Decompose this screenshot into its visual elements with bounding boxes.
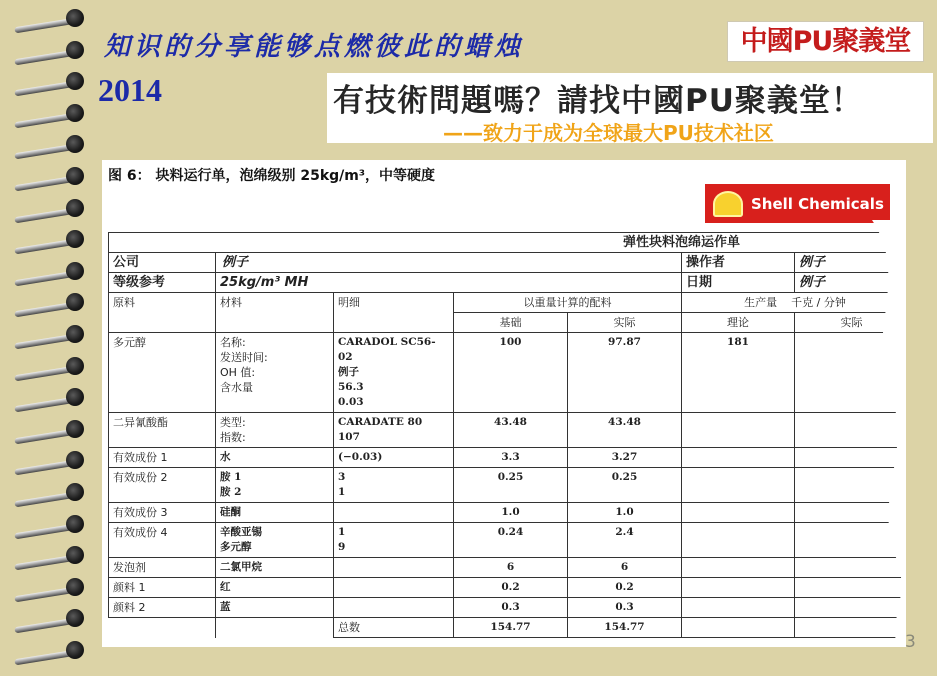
material-cell: [216, 558, 334, 578]
base-cell: 100: [454, 333, 568, 413]
col-actual-header: 实际: [568, 313, 682, 333]
detail-cell: [334, 558, 454, 578]
detail-line: 9: [338, 541, 346, 553]
actual-cell: 0.2: [568, 578, 682, 598]
material-line: 红: [220, 581, 231, 593]
material-line: 发送时间:: [220, 351, 268, 364]
table-row: [109, 468, 907, 503]
spiral-ring: [10, 69, 88, 93]
page-number: 3: [905, 632, 916, 652]
base-cell: 0.25: [454, 468, 568, 503]
production-label: 生产量: [744, 296, 778, 309]
table-row: [109, 558, 907, 578]
spiral-ring: [10, 638, 88, 662]
detail-line: [338, 580, 449, 595]
year-label: 2014: [98, 72, 162, 108]
theory-cell: [682, 523, 795, 558]
spiral-ring: [10, 543, 88, 567]
spiral-ring: [10, 101, 88, 125]
material-cell: [216, 578, 334, 598]
material-cell: [216, 413, 334, 448]
actual-cell: 97.87: [568, 333, 682, 413]
sheet-title: 弹性块料泡绵运作单: [109, 233, 907, 253]
spiral-ring: [10, 606, 88, 630]
material-cell: [216, 333, 334, 413]
material-line: 胺 2: [220, 486, 242, 498]
actual-cell: 1.0: [568, 503, 682, 523]
material-cell: [216, 523, 334, 558]
banner-main-text: 有技術問題嗎？請找中國PU聚義堂！: [333, 83, 863, 119]
col-base-header: 基础: [454, 313, 568, 333]
grade-value: 25kg/m³ MH: [216, 273, 682, 293]
company-value: 例子: [216, 253, 682, 273]
table-row: [109, 523, 907, 558]
detail-cell: [334, 333, 454, 413]
col-raw-header: 原料: [109, 293, 216, 333]
raw-cell: 有效成份 2: [109, 468, 216, 503]
theory-cell: [682, 468, 795, 503]
material-line: 多元醇: [220, 541, 252, 553]
run-sheet-table: [108, 232, 906, 638]
detail-cell: [334, 468, 454, 503]
spiral-ring: [10, 259, 88, 283]
spiral-ring: [10, 417, 88, 441]
operator-value: 例子: [795, 253, 907, 273]
material-cell: [216, 503, 334, 523]
material-line: 蓝: [220, 601, 231, 613]
detail-cell: [334, 413, 454, 448]
detail-line: 1: [338, 486, 346, 498]
raw-cell: 颜料 2: [109, 598, 216, 618]
material-line: 辛酸亚锡: [220, 526, 262, 538]
spiral-ring: [10, 354, 88, 378]
actual-cell: 2.4: [568, 523, 682, 558]
torn-edge: [872, 220, 906, 647]
base-cell: 0.2: [454, 578, 568, 598]
material-cell: [216, 448, 334, 468]
total-empty: [109, 618, 216, 638]
total-label: 总数: [334, 618, 454, 638]
spiral-ring: [10, 448, 88, 472]
document-image: [102, 160, 906, 647]
col-detail-header: 明细: [334, 293, 454, 333]
material-cell: [216, 598, 334, 618]
detail-line: 107: [338, 431, 360, 443]
operator-label: 操作者: [682, 253, 795, 273]
grade-label: 等级参考: [109, 273, 216, 293]
raw-cell: 多元醇: [109, 333, 216, 413]
pu-logo: 中國PU聚義堂: [727, 21, 924, 62]
date-value: 例子: [795, 273, 907, 293]
base-cell: 6: [454, 558, 568, 578]
detail-line: 3: [338, 471, 346, 483]
detail-cell: [334, 523, 454, 558]
spiral-ring: [10, 575, 88, 599]
banner: [327, 73, 933, 143]
detail-line: CARADATE 80: [338, 416, 423, 428]
material-line: 类型:: [220, 416, 246, 429]
base-cell: 1.0: [454, 503, 568, 523]
material-line: 二氯甲烷: [220, 561, 262, 573]
date-label: 日期: [682, 273, 795, 293]
detail-cell: [334, 448, 454, 468]
spiral-ring: [10, 132, 88, 156]
spiral-ring: [10, 290, 88, 314]
table-row: [109, 413, 907, 448]
actual-cell: 0.25: [568, 468, 682, 503]
material-cell: [216, 468, 334, 503]
col-formulation-header: 以重量计算的配料: [454, 293, 682, 313]
raw-cell: 有效成份 3: [109, 503, 216, 523]
detail-line: [338, 560, 449, 575]
shell-logo: [705, 184, 890, 223]
detail-line: (−0.03): [338, 451, 383, 463]
spiral-ring: [10, 385, 88, 409]
total-base: 154.77: [454, 618, 568, 638]
theory-cell: [682, 598, 795, 618]
col-material-header: 材料: [216, 293, 334, 333]
actual-cell: 43.48: [568, 413, 682, 448]
detail-line: [338, 600, 449, 615]
total-actual: 154.77: [568, 618, 682, 638]
material-line: 含水量: [220, 381, 253, 394]
base-cell: 3.3: [454, 448, 568, 468]
material-line: OH 值:: [220, 366, 256, 379]
page-headline: 知识的分享能够点燃彼此的蜡烛: [104, 32, 525, 62]
raw-cell: 发泡剂: [109, 558, 216, 578]
banner-sub-text: ——致力于成为全球最大PU技术社区: [443, 121, 774, 145]
table-row: [109, 578, 907, 598]
detail-line: 56.3: [338, 381, 364, 393]
spiral-ring: [10, 512, 88, 536]
spiral-ring: [10, 322, 88, 346]
actual-cell: 3.27: [568, 448, 682, 468]
theory-cell: [682, 413, 795, 448]
material-line: 硅酮: [220, 506, 241, 518]
theory-cell: [682, 558, 795, 578]
base-cell: 0.3: [454, 598, 568, 618]
theory-cell: [682, 503, 795, 523]
material-line: 水: [220, 451, 231, 463]
actual-cell: 0.3: [568, 598, 682, 618]
figure-title: 图 6： 块料运行单，泡绵级别 25kg/m³，中等硬度: [108, 168, 436, 184]
base-cell: 43.48: [454, 413, 568, 448]
detail-line: 例子: [338, 366, 359, 378]
theory-cell: 181: [682, 333, 795, 413]
detail-cell: [334, 598, 454, 618]
rate-label: 千克 / 分钟: [791, 296, 846, 309]
detail-line: 1: [338, 526, 346, 538]
col-actual2-header: 实际: [795, 313, 907, 333]
raw-cell: 二异氰酸酯: [109, 413, 216, 448]
total-row: [109, 618, 907, 638]
detail-line: [338, 505, 449, 520]
shell-icon: [713, 191, 743, 217]
spiral-ring: [10, 227, 88, 251]
table-row: [109, 598, 907, 618]
spiral-ring: [10, 480, 88, 504]
raw-cell: 有效成份 1: [109, 448, 216, 468]
total-empty: [682, 618, 795, 638]
detail-line: CARADOL SC56-02: [338, 336, 436, 363]
material-line: 胺 1: [220, 471, 242, 483]
actual-cell: 6: [568, 558, 682, 578]
col-theory-header: 理论: [682, 313, 795, 333]
table-row: [109, 503, 907, 523]
total-empty: [216, 618, 334, 638]
spiral-binding: [0, 0, 95, 676]
spiral-ring: [10, 6, 88, 30]
table-row: [109, 448, 907, 468]
shell-logo-text: Shell Chemicals: [751, 194, 884, 213]
theory-cell: [682, 578, 795, 598]
raw-cell: 颜料 1: [109, 578, 216, 598]
material-line: 名称:: [220, 336, 246, 349]
spiral-ring: [10, 164, 88, 188]
detail-cell: [334, 503, 454, 523]
detail-cell: [334, 578, 454, 598]
spiral-ring: [10, 38, 88, 62]
theory-cell: [682, 448, 795, 468]
detail-line: 0.03: [338, 396, 364, 408]
base-cell: 0.24: [454, 523, 568, 558]
raw-cell: 有效成份 4: [109, 523, 216, 558]
company-label: 公司: [109, 253, 216, 273]
table-row: [109, 333, 907, 413]
spiral-ring: [10, 196, 88, 220]
material-line: 指数:: [220, 431, 246, 444]
